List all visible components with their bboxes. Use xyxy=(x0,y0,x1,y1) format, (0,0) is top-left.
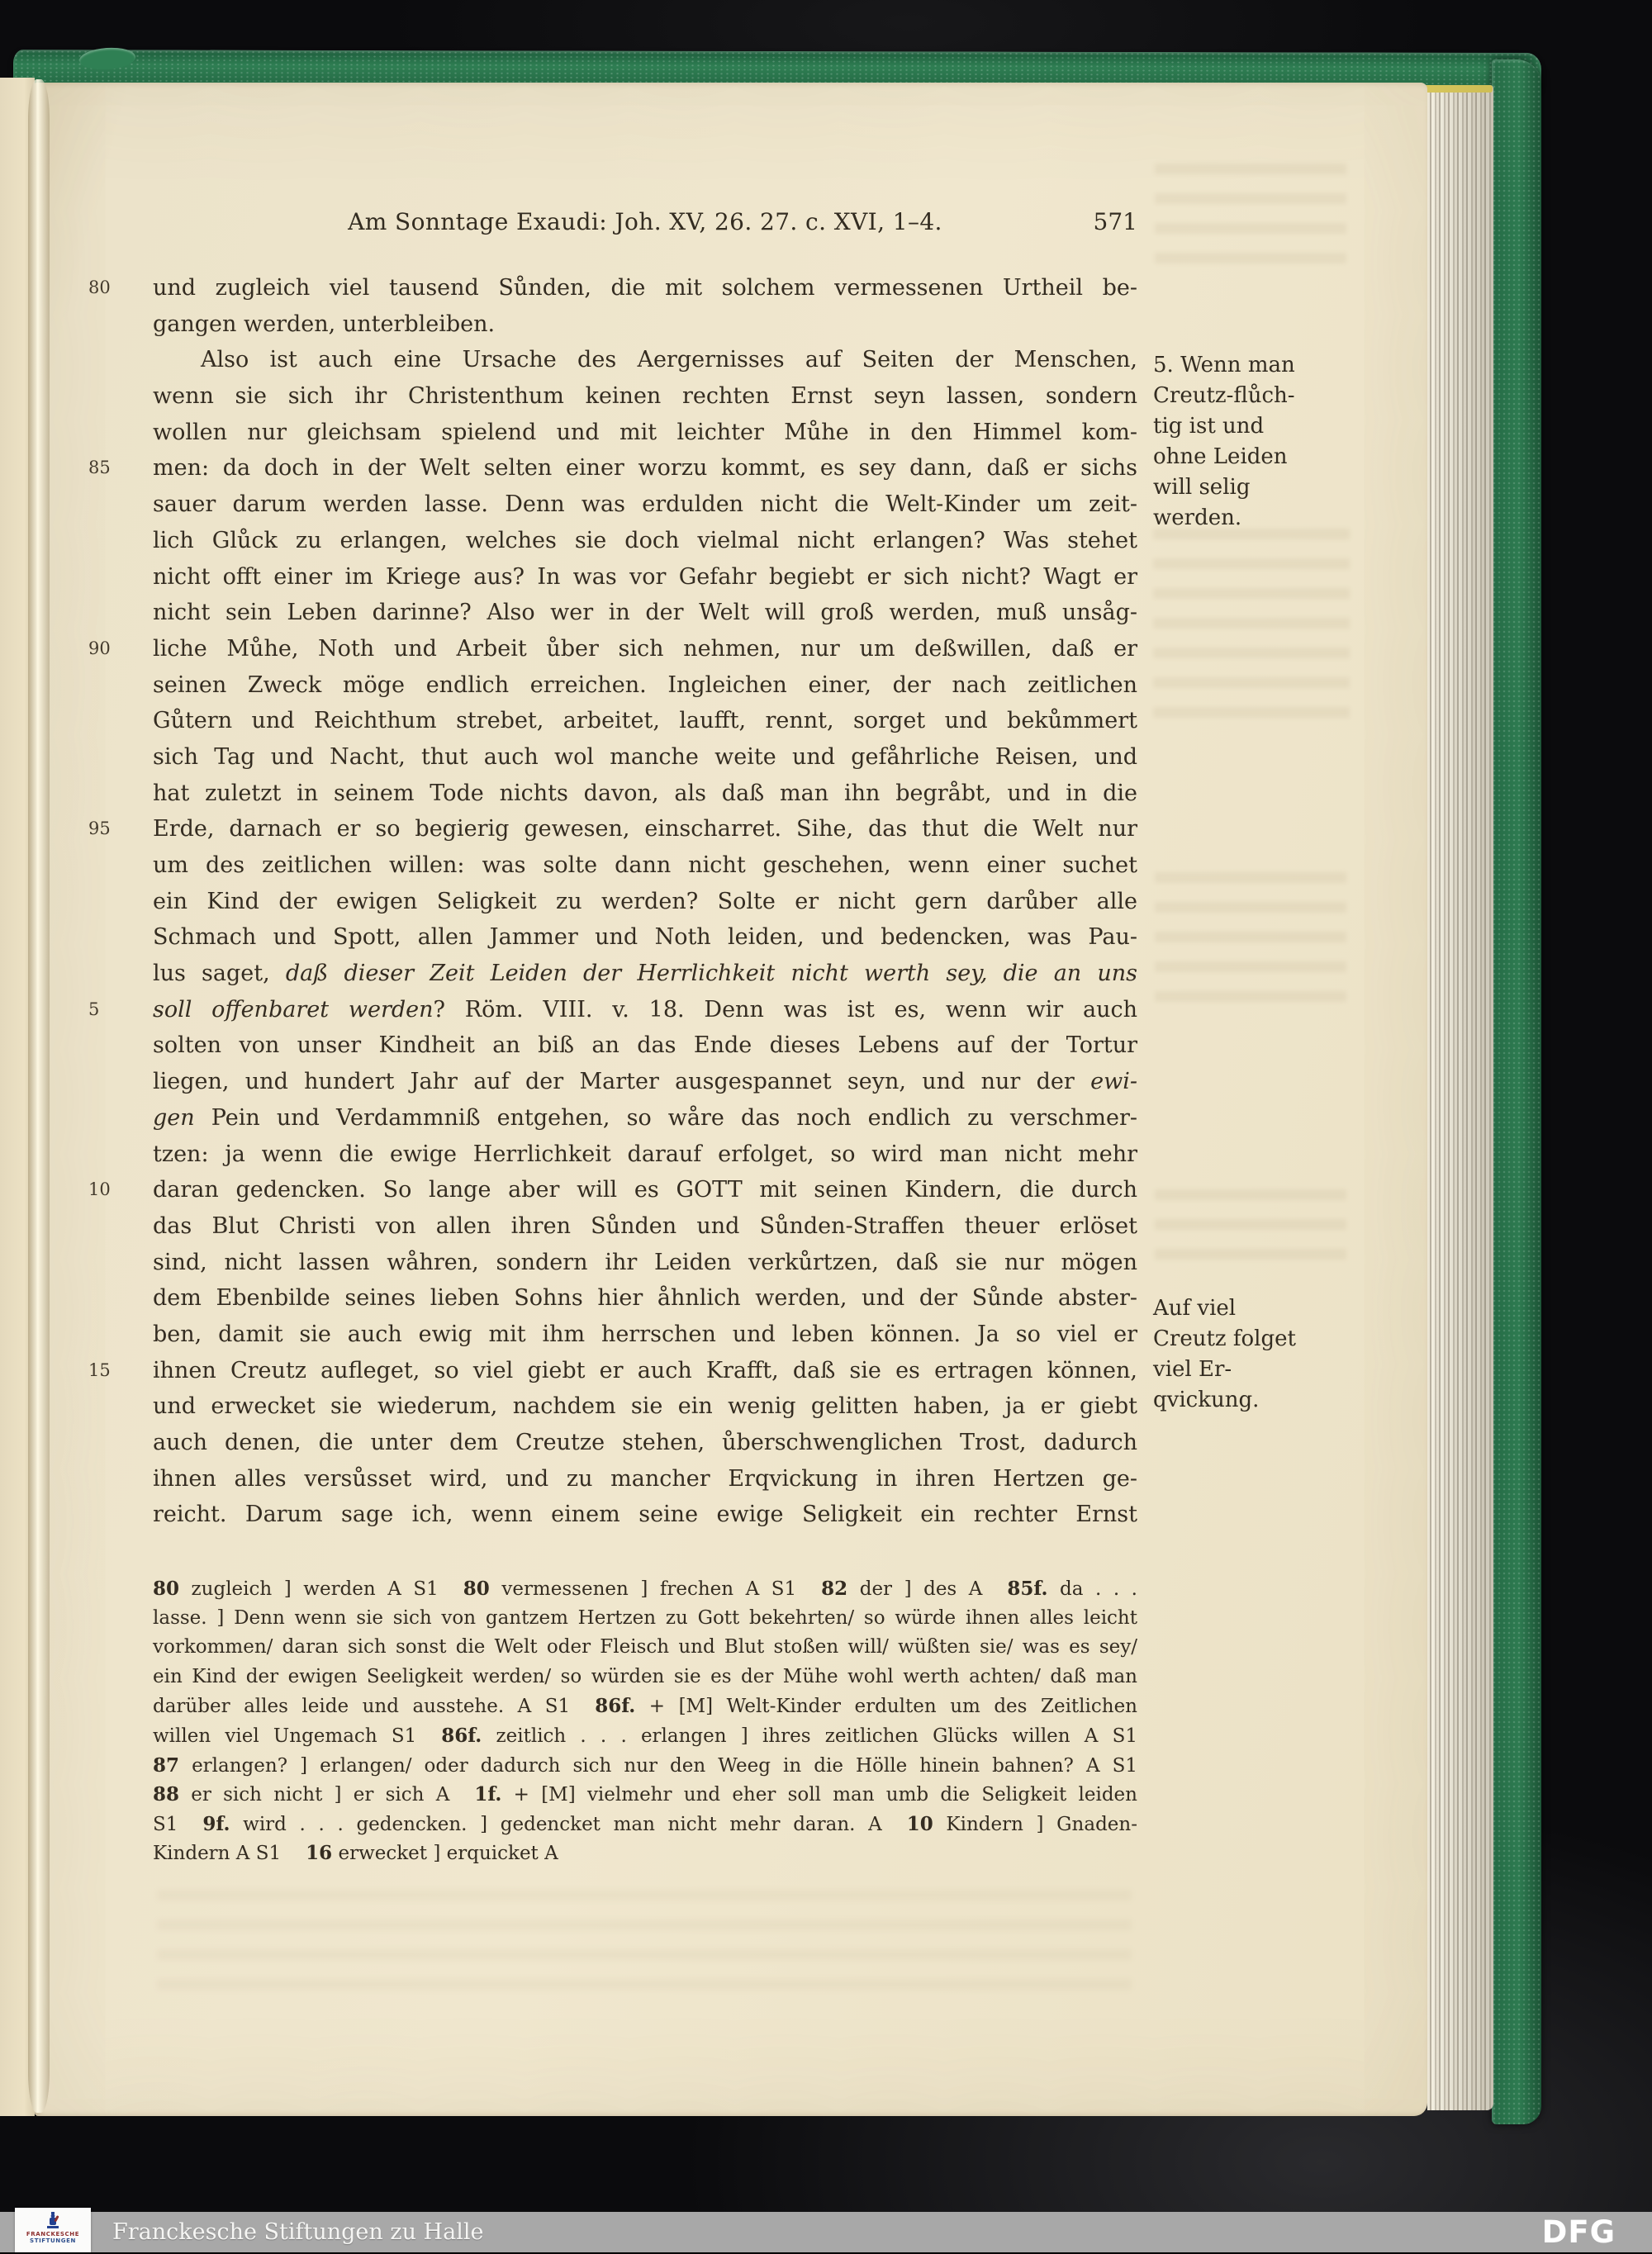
page-stack-fore-edge xyxy=(1427,85,1493,2110)
footnote-line: willen viel Ungemach S1 86f. zeitlich . . . erlangen ] ihres zeitlichen Glücks willen A S1 xyxy=(153,1724,1137,1747)
body-line: um des zeitlichen willen: was solte dann nicht geschehen, wenn einer suchet xyxy=(153,852,1137,878)
library-logo-text-1: FRANCKESCHE xyxy=(26,2231,80,2237)
body-line: ihnen alles versůsset wird, und zu mancher Erqvickung in ihren Hertzen ge- xyxy=(153,1465,1137,1492)
critical-apparatus xyxy=(153,1574,1137,1868)
body-text xyxy=(88,270,1137,1533)
line-number: 15 xyxy=(88,1360,111,1380)
body-line: hat zuletzt in seinem Tode nichts davon, als daß man ihn begråbt, und in die xyxy=(153,780,1137,806)
page-gutter-crease xyxy=(28,79,50,2113)
body-line: Also ist auch eine Ursache des Aergernisses auf Seiten der Menschen, xyxy=(201,347,1137,373)
body-line: sind, nicht lassen wåhren, sondern ihr Leiden verkůrtzen, daß sie nur mögen xyxy=(153,1249,1137,1275)
margin-note xyxy=(1153,350,1355,534)
body-line: dem Ebenbilde seines lieben Sohns hier åhnlich werden, und der Sůnde abster- xyxy=(153,1285,1137,1312)
margin-note-line: Creutz-flůch- xyxy=(1153,383,1295,408)
bleed-through-text xyxy=(1155,872,1346,1019)
viewer-bar xyxy=(0,2212,1652,2252)
margin-note-line: werden. xyxy=(1153,505,1242,530)
line-number: 85 xyxy=(88,458,111,478)
page-number: 571 xyxy=(1093,208,1137,235)
library-logo-text-2: STIFTUNGEN xyxy=(30,2237,76,2244)
footnote-line: ein Kind der ewigen Seeligkeit werden/ so würden sie es der Mühe wohl werth achten/ daß man xyxy=(153,1665,1137,1687)
line-number: 90 xyxy=(88,638,111,658)
page-header-title: Am Sonntage Exaudi: Joh. XV, 26. 27. c. XVI, 1–4. xyxy=(348,208,942,235)
body-line: wollen nur gleichsam spielend und mit leichter Můhe in den Himmel kom- xyxy=(153,419,1137,445)
body-line: lus saget, daß dieser Zeit Leiden der Herrlichkeit nicht werth sey, die an uns xyxy=(153,961,1137,987)
body-line: 80 und zugleich viel tausend Sůnden, die mit solchem vermessenen Urtheil be- xyxy=(153,270,1137,306)
margin-note-line: viel Er- xyxy=(1153,1357,1232,1382)
footnote-line: vorkommen/ daran sich sonst die Welt oder Fleisch und Blut stoßen will/ wüßten sie/ was es sey/ xyxy=(153,1636,1137,1658)
body-line: ben, damit sie auch ewig mit ihm herrschen und leben können. Ja so viel er xyxy=(153,1321,1137,1347)
body-line: Schmach und Spott, allen Jammer und Noth leiden, und bedencken, was Pau- xyxy=(153,924,1137,951)
body-line: solten von unser Kindheit an biß an das Ende dieses Lebens auf der Tortur xyxy=(153,1032,1137,1059)
body-line: 90 liche Můhe, Noth und Arbeit ůber sich nehmen, nur um deßwillen, daß er xyxy=(153,631,1137,667)
body-line: lich Glůck zu erlangen, welches sie doch vielmal nicht erlangen? Was stehet xyxy=(153,527,1137,553)
body-line: sich Tag und Nacht, thut auch wol manche weite und gefåhrliche Reisen, und xyxy=(153,743,1137,770)
footnote-line: 80 zugleich ] werden A S1 80 vermessenen ] frechen A S1 82 der ] des A 85f. da . . . xyxy=(153,1578,1137,1600)
page-header xyxy=(153,208,1137,241)
body-line: 85 men: da doch in der Welt selten einer worzu kommt, es sey dann, daß er sichs xyxy=(153,450,1137,486)
library-logo xyxy=(15,2208,91,2252)
body-line: 5 soll offenbaret werden? Röm. VIII. v. 18. Denn was ist es, wenn wir auch xyxy=(153,992,1137,1028)
footnote-line: S1 9f. wird . . . gedencken. ] gedencket man nicht mehr daran. A 10 Kindern ] Gnaden- xyxy=(153,1812,1137,1835)
body-line: auch denen, die unter dem Creutze stehen, ůberschwenglichen Trost, dadurch xyxy=(153,1430,1137,1455)
line-number: 5 xyxy=(88,999,100,1019)
margin-note-line: ohne Leiden xyxy=(1153,444,1288,469)
line-number: 95 xyxy=(88,819,111,839)
body-line: reicht. Darum sage ich, wenn einem seine ewige Seligkeit ein rechter Ernst xyxy=(153,1502,1137,1528)
margin-note-line: tig ist und xyxy=(1153,414,1265,439)
margin-note-line: 5. Wenn man xyxy=(1153,353,1295,377)
body-line: das Blut Christi von allen ihren Sůnden und Sůnden-Straffen theuer erlöset xyxy=(153,1212,1137,1239)
body-line: seinen Zweck möge endlich erreichen. Ingleichen einer, der nach zeitlichen xyxy=(153,671,1137,698)
footnote-line: 87 erlangen? ] erlangen/ oder dadurch sich nur den Weeg in die Hölle hinein bahnen? A S1 xyxy=(153,1753,1137,1777)
margin-note-line: Creutz folget xyxy=(1153,1326,1296,1351)
bleed-through-text xyxy=(1155,164,1346,278)
body-line: 10 daran gedencken. So lange aber will es GOTT mit seinen Kindern, die durch xyxy=(153,1172,1137,1208)
footnote-line: lasse. ] Denn wenn sie sich von gantzem Hertzen zu Gott bekehrten/ so würde ihnen alles leicht xyxy=(153,1606,1137,1629)
franckesche-emblem-icon xyxy=(44,2210,62,2230)
body-line: wenn sie sich ihr Christenthum keinen rechten Ernst seyn lassen, sondern xyxy=(153,383,1137,410)
footnote-line: Kindern A S1 16 erwecket ] erquicket A xyxy=(153,1842,558,1865)
body-line: nicht offt einer im Kriege aus? In was vor Gefahr begiebt er sich nicht? Wagt er xyxy=(153,563,1137,590)
body-line: gangen werden, unterbleiben. xyxy=(153,311,496,337)
footnote-line: 88 er sich nicht ] er sich A 1f. + [M] vielmehr und eher soll man umb die Seligkeit leiden xyxy=(153,1783,1137,1806)
margin-note-line: Auf viel xyxy=(1153,1296,1237,1321)
margin-note-line: qvickung. xyxy=(1153,1388,1260,1412)
footnote-line: darüber alles leide und ausstehe. A S1 86f. + [M] Welt-Kinder erdulten um des Zeitlichen xyxy=(153,1695,1137,1718)
bleed-through-text xyxy=(1153,529,1350,720)
body-line: Gůtern und Reichthum strebet, arbeitet, laufft, rennt, sorget und bekůmmert xyxy=(153,708,1137,734)
dfg-logo: DFG xyxy=(1541,2214,1616,2250)
line-number: 10 xyxy=(88,1179,111,1200)
body-line: liegen, und hundert Jahr auf der Marter ausgespannet seyn, und nur der ewi- xyxy=(153,1069,1137,1095)
body-line: ein Kind der ewigen Seligkeit zu werden? Solte er nicht gern darůber alle xyxy=(153,888,1137,914)
body-line: 95 Erde, darnach er so begierig gewesen, einscharret. Sihe, das thut die Welt nur xyxy=(153,811,1137,847)
body-line: gen Pein und Verdammniß entgehen, so wåre das noch endlich zu verschmer- xyxy=(153,1104,1137,1131)
margin-note-line: will selig xyxy=(1153,475,1251,500)
line-number: 80 xyxy=(88,278,111,297)
bleed-through-text xyxy=(157,1890,1132,2004)
library-name: Franckesche Stiftungen zu Halle xyxy=(112,2219,484,2245)
body-line: nicht sein Leben darinne? Also wer in der Welt will groß werden, muß unsåg- xyxy=(153,600,1137,626)
body-line: sauer darum werden lasse. Denn was erdulden nicht die Welt-Kinder um zeit- xyxy=(153,491,1137,518)
margin-note xyxy=(1153,1293,1355,1416)
body-line: 15 ihnen Creutz aufleget, so viel giebt er auch Krafft, daß sie es ertragen können, xyxy=(153,1353,1137,1389)
body-line: und erwecket sie wiederum, nachdem sie ein wenig gelitten haben, ja er giebt xyxy=(153,1393,1137,1420)
book-cover-right-edge xyxy=(1492,59,1541,2124)
body-line: tzen: ja wenn die ewige Herrlichkeit darauf erfolget, so wird man nicht mehr xyxy=(153,1141,1137,1167)
bleed-through-text xyxy=(1155,1189,1346,1270)
